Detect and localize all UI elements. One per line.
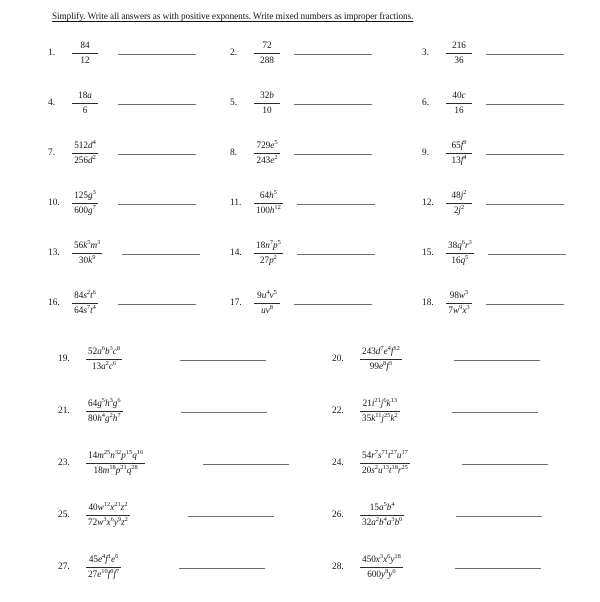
answer-blank[interactable]	[456, 516, 542, 517]
worksheet-instructions: Simplify. Write all answers as with positive exponents. Write mixed numbers as improper fractions.	[52, 11, 414, 21]
fraction-denominator: $30k^9$	[78, 253, 96, 265]
fraction-denominator: $600g^7$	[74, 203, 96, 215]
fraction-bar	[446, 53, 472, 54]
fraction-expression	[360, 394, 400, 424]
problem-number: 4.	[48, 98, 56, 108]
problem-row	[0, 186, 600, 236]
fraction-expression	[86, 446, 145, 476]
problem-number: 13.	[48, 248, 60, 258]
fraction-numerator: $54r^7s^{71}t^{27}u^{17}$	[362, 448, 408, 460]
problem-number: 14.	[230, 248, 242, 258]
problem-row	[0, 550, 600, 602]
problem-number: 8.	[230, 148, 238, 158]
problem-item	[228, 136, 414, 166]
fraction-bar	[360, 567, 403, 568]
fraction-expression	[72, 136, 98, 166]
problem-number: 5.	[230, 98, 238, 108]
problem-row	[0, 86, 600, 136]
fraction-bar	[72, 53, 98, 54]
problem-number: 22.	[332, 406, 344, 416]
fraction-denominator: $600y^8y^6$	[367, 567, 396, 579]
problem-list	[0, 36, 600, 602]
problem-row	[0, 36, 600, 86]
fraction-denominator: $243e^2$	[256, 153, 278, 165]
fraction-denominator: 36	[454, 54, 464, 65]
fraction-denominator: $256d^2$	[74, 153, 96, 165]
problem-item	[414, 286, 600, 316]
fraction-bar	[254, 53, 280, 54]
problem-item	[414, 136, 600, 166]
problem-number: 27.	[58, 562, 70, 572]
problem-item	[414, 236, 600, 266]
fraction-numerator: $243d^7e^4f^{12}$	[362, 344, 400, 356]
problem-number: 6.	[422, 98, 430, 108]
fraction-expression	[446, 86, 472, 116]
answer-blank[interactable]	[181, 412, 267, 413]
problem-item	[0, 36, 228, 66]
fraction-denominator: $uv^8$	[261, 303, 273, 315]
fraction-bar	[446, 153, 472, 154]
answer-blank[interactable]	[179, 568, 265, 569]
fraction-denominator: $20s^2u^{13}t^{18}r^{25}$	[362, 463, 408, 475]
fraction-bar	[254, 253, 283, 254]
fraction-numerator: $18n^7p^5$	[256, 238, 281, 250]
fraction-denominator: $18m^{18}p^{21}q^{28}$	[93, 463, 138, 475]
problem-number: 18.	[422, 298, 434, 308]
fraction-numerator: $38q^6r^3$	[448, 238, 472, 250]
problem-item	[0, 136, 228, 166]
fraction-numerator: $45e^4f^1e^6$	[88, 552, 119, 564]
fraction-expression	[360, 342, 402, 372]
fraction-numerator: 72	[262, 40, 272, 50]
problem-item	[414, 86, 600, 116]
problem-row	[0, 236, 600, 286]
answer-blank[interactable]	[294, 54, 372, 55]
answer-blank[interactable]	[180, 360, 266, 361]
fraction-expression	[446, 236, 474, 266]
problem-item	[0, 236, 228, 266]
fraction-bar	[86, 359, 122, 360]
fraction-bar	[86, 515, 130, 516]
fraction-numerator: $40w^{12}x^{21}z^2$	[88, 500, 128, 512]
fraction-expression	[360, 550, 403, 580]
problem-item	[0, 186, 228, 216]
fraction-denominator: 16	[454, 104, 464, 115]
fraction-denominator: $100h^{12}$	[256, 203, 281, 215]
problem-item	[320, 550, 600, 580]
fraction-expression	[86, 498, 130, 528]
fraction-expression	[72, 236, 102, 266]
fraction-denominator: $13f^4$	[451, 153, 467, 165]
answer-blank[interactable]	[452, 412, 538, 413]
problem-number: 7.	[48, 148, 56, 158]
answer-blank[interactable]	[486, 154, 564, 155]
fraction-numerator: $65f^9$	[451, 138, 467, 150]
fraction-expression	[254, 186, 283, 216]
problem-row	[0, 498, 600, 550]
problem-number: 9.	[422, 148, 430, 158]
problem-number: 28.	[332, 562, 344, 572]
answer-blank[interactable]	[486, 104, 564, 105]
fraction-expression	[446, 136, 472, 166]
answer-blank[interactable]	[118, 204, 196, 205]
fraction-denominator: $16q^5$	[451, 253, 469, 265]
problem-row	[0, 394, 600, 446]
fraction-expression	[72, 286, 98, 316]
problem-number: 11.	[230, 198, 242, 208]
answer-blank[interactable]	[294, 154, 372, 155]
fraction-expression	[254, 236, 283, 266]
answer-blank[interactable]	[486, 204, 564, 205]
problem-item	[320, 342, 600, 372]
answer-blank[interactable]	[294, 304, 372, 305]
fraction-numerator: $84s^2t^6$	[74, 288, 96, 300]
fraction-bar	[254, 303, 280, 304]
fraction-numerator: 216	[452, 40, 466, 50]
problem-item	[320, 394, 600, 424]
fraction-expression	[360, 498, 404, 528]
fraction-expression	[72, 36, 98, 66]
problem-item	[228, 86, 414, 116]
fraction-numerator: $14m^{25}n^{32}p^{15}q^{16}$	[88, 448, 144, 460]
problem-number: 12.	[422, 198, 434, 208]
problem-item	[0, 498, 320, 528]
problem-row	[0, 136, 600, 186]
fraction-denominator: 10	[262, 104, 272, 115]
problem-item	[228, 236, 414, 266]
fraction-denominator: $80h^4g^2h^7$	[88, 411, 121, 423]
answer-blank[interactable]	[203, 464, 289, 465]
fraction-numerator: $98w^5$	[449, 288, 469, 300]
problem-number: 17.	[230, 298, 242, 308]
problem-number: 24.	[332, 458, 344, 468]
problem-row	[0, 342, 600, 394]
problem-number: 23.	[58, 458, 70, 468]
problem-item	[414, 186, 600, 216]
fraction-denominator: $32a^2b^4a^3b^0$	[362, 515, 403, 527]
problem-number: 25.	[58, 510, 70, 520]
problem-item	[228, 286, 414, 316]
fraction-denominator: 288	[260, 54, 274, 65]
problem-row	[0, 286, 600, 336]
fraction-denominator: 12	[80, 54, 90, 65]
fraction-numerator: $15a^5b^4$	[369, 500, 395, 512]
fraction-bar	[72, 103, 98, 104]
problem-number: 3.	[422, 48, 430, 58]
answer-blank[interactable]	[297, 204, 375, 205]
fraction-bar	[254, 103, 280, 104]
fraction-bar	[360, 359, 402, 360]
problem-item	[228, 36, 414, 66]
problem-row	[0, 446, 600, 498]
problem-item	[0, 394, 320, 424]
fraction-numerator: $64h^5$	[259, 188, 277, 200]
fraction-denominator: $99e^8f^3$	[369, 359, 393, 371]
fraction-expression	[360, 446, 410, 476]
fraction-numerator: 84	[80, 40, 90, 50]
fraction-numerator: 18a	[78, 90, 92, 100]
fraction-denominator: $27p^2$	[259, 253, 277, 265]
answer-blank[interactable]	[118, 304, 196, 305]
fraction-denominator: $13a^2c^6$	[91, 359, 117, 371]
fraction-denominator: $72w^3x^6y^9z^2$	[88, 515, 128, 527]
problem-item	[0, 446, 320, 476]
problem-item	[320, 446, 600, 476]
problem-item	[0, 286, 228, 316]
fraction-numerator: $52a^6b^3c^8$	[88, 344, 121, 356]
fraction-numerator: $48j^2$	[451, 188, 467, 200]
fraction-bar	[446, 203, 472, 204]
answer-blank[interactable]	[118, 54, 196, 55]
fraction-bar	[360, 515, 404, 516]
fraction-bar	[446, 253, 474, 254]
fraction-numerator: 32b	[260, 90, 274, 100]
fraction-expression	[446, 286, 472, 316]
fraction-numerator: $512d^4$	[74, 138, 96, 150]
fraction-numerator: $64g^5h^3g^6$	[88, 396, 121, 408]
fraction-expression	[254, 86, 280, 116]
answer-blank[interactable]	[118, 154, 196, 155]
problem-item	[0, 550, 320, 580]
fraction-expression	[86, 394, 123, 424]
fraction-expression	[72, 86, 98, 116]
answer-blank[interactable]	[294, 104, 372, 105]
problem-number: 26.	[332, 510, 344, 520]
answer-blank[interactable]	[118, 104, 196, 105]
answer-blank[interactable]	[486, 304, 564, 305]
fraction-denominator: $35k^{11}j^{25}k^2$	[362, 411, 398, 423]
answer-blank[interactable]	[486, 54, 564, 55]
problem-number: 16.	[48, 298, 60, 308]
problem-number: 2.	[230, 48, 238, 58]
problem-number: 20.	[332, 354, 344, 364]
fraction-denominator: $2j^2$	[453, 203, 465, 215]
fraction-numerator: $125g^3$	[74, 188, 96, 200]
answer-blank[interactable]	[462, 464, 548, 465]
fraction-numerator: $450x^3x^6y^{18}$	[362, 552, 401, 564]
answer-blank[interactable]	[188, 516, 274, 517]
fraction-denominator: 6	[82, 104, 88, 115]
problem-item	[0, 86, 228, 116]
problem-number: 21.	[58, 406, 70, 416]
fraction-expression	[254, 136, 280, 166]
fraction-numerator: $21i^{21}j^6k^{13}$	[362, 396, 398, 408]
fraction-denominator: $64s^7t^4$	[74, 303, 96, 315]
answer-blank[interactable]	[297, 254, 375, 255]
answer-blank[interactable]	[488, 254, 566, 255]
fraction-expression	[72, 186, 98, 216]
problem-item	[320, 498, 600, 528]
fraction-expression	[446, 36, 472, 66]
answer-blank[interactable]	[122, 254, 200, 255]
fraction-numerator: $729e^5$	[256, 138, 278, 150]
problem-number: 15.	[422, 248, 434, 258]
fraction-numerator: 40c	[452, 90, 466, 100]
fraction-expression	[86, 342, 122, 372]
fraction-denominator: $7w^9x^3$	[448, 303, 470, 315]
fraction-expression	[254, 286, 280, 316]
problem-number: 19.	[58, 354, 70, 364]
fraction-expression	[86, 550, 121, 580]
fraction-expression	[254, 36, 280, 66]
problem-item	[0, 342, 320, 372]
answer-blank[interactable]	[455, 568, 541, 569]
fraction-numerator: $9u^4v^5$	[257, 288, 277, 300]
fraction-bar	[446, 103, 472, 104]
problem-number: 10.	[48, 198, 60, 208]
answer-blank[interactable]	[454, 360, 540, 361]
fraction-expression	[446, 186, 472, 216]
fraction-numerator: $56k^5m^3$	[74, 238, 101, 250]
problem-item	[414, 36, 600, 66]
problem-number: 1.	[48, 48, 56, 58]
problem-item	[228, 186, 414, 216]
fraction-bar	[72, 253, 102, 254]
fraction-denominator: $27e^{10}f^0f^7$	[88, 567, 120, 579]
